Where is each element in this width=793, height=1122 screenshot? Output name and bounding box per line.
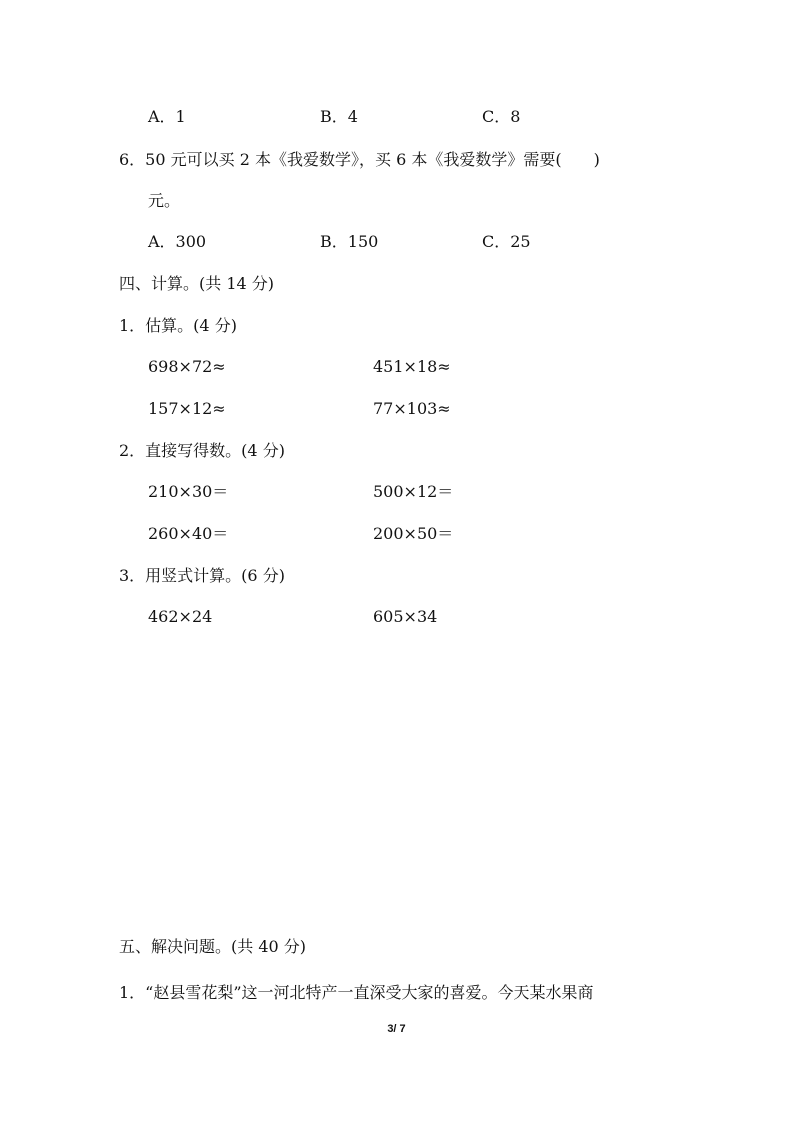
s4-p2-title: 2．直接写得数。(4 分) [119,441,285,460]
q6-option-c: C．25 [482,232,531,251]
q6-option-a: A．300 [148,232,207,251]
s4-p2-item: 210×30＝ [148,482,229,501]
q6-option-b: B．150 [320,232,379,251]
s4-p1-item: 77×103≈ [373,399,451,418]
s4-p1-item: 157×12≈ [148,399,226,418]
s4-p3-title: 3．用竖式计算。(6 分) [119,566,285,585]
q5-option-c: C．8 [482,107,521,126]
s4-p2-item: 500×12＝ [373,482,454,501]
page-number: 3/ 7 [387,1023,406,1035]
section5-title: 五、解决问题。(共 40 分) [119,937,307,956]
q5-option-b: B．4 [320,107,358,126]
s4-p1-item: 451×18≈ [373,357,451,376]
s4-p3-item: 462×24 [148,607,213,626]
s4-p2-item: 200×50＝ [373,524,454,543]
section4-title: 四、计算。(共 14 分) [119,274,275,293]
s4-p1-item: 698×72≈ [148,357,226,376]
q5-option-a: A．1 [148,107,186,126]
q6-text: 6．50 元可以买 2 本《我爱数学》，买 6 本《我爱数学》需要( ) [119,150,600,169]
s4-p1-title: 1．估算。(4 分) [119,316,237,335]
s4-p3-item: 605×34 [373,607,438,626]
s5-p1-text: 1．“赵县雪花梨”这一河北特产一直深受大家的喜爱。今天某水果商 [119,983,594,1002]
q6-cont: 元。 [148,191,181,210]
s4-p2-item: 260×40＝ [148,524,229,543]
